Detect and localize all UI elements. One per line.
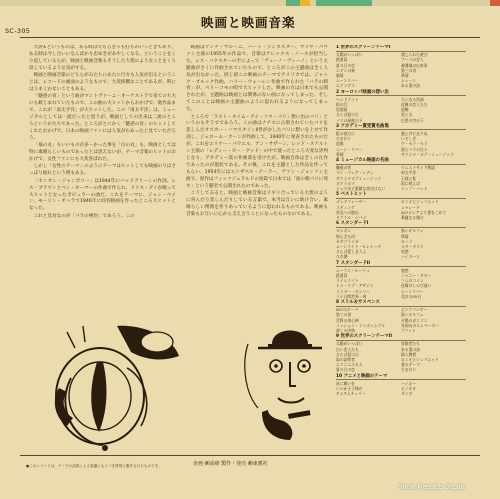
track-section xyxy=(336,374,466,397)
track-title: 帰らざる河 xyxy=(336,233,355,239)
color-band-green xyxy=(286,0,300,6)
track-title: ブーベの恋人 xyxy=(401,57,424,63)
track-title: 雨の訪問者 xyxy=(336,357,355,363)
track-title: 巴里の空の下 xyxy=(401,117,424,123)
track-title: ケ・セラ・セラ xyxy=(401,141,428,147)
track-title: 第三の男 xyxy=(336,312,352,318)
track-title: 愛のテーマ xyxy=(401,362,420,368)
footnote: ●このレコードは、テープの品質による原盤にもとづき特別に製作されたものです。 xyxy=(26,464,162,468)
track-section-heading: 9 世界のスクリーンテーマII xyxy=(336,334,466,341)
paragraph: 映画と映画音楽のどちらがみたちにあたに行方も人気が出るということは、レコードの画面のようなもので、大変結構なことであるが、時にはうまくかないこともある。 xyxy=(29,73,176,92)
track-title: 栄光への脱出 xyxy=(336,209,359,215)
track-title: 夕陽のガンマン xyxy=(401,317,428,323)
track-title: スティング xyxy=(336,204,355,210)
track-title: 鉄道員 xyxy=(336,273,348,279)
track-title: 慕情 xyxy=(401,73,409,78)
track-title: ミスター・ロンリー xyxy=(336,288,371,294)
track-row xyxy=(336,391,466,396)
paragraph: しかし「女性のテーマ」のようにテーマはヒットしても映画のりはさっぱり振れという例もある。 xyxy=(29,164,176,177)
track-title: 酒とバラの日々 xyxy=(401,146,428,152)
track-title: 三つのコイン xyxy=(401,278,424,284)
track-title: 哀愁 xyxy=(401,249,409,255)
track-title: ダンボ xyxy=(401,391,413,397)
track-title: 避暑地の出来事 xyxy=(401,62,428,68)
track-title: ジャニー・ギター xyxy=(401,273,432,279)
track-title: ムーンリバー xyxy=(336,78,359,84)
track-title: スターダスト xyxy=(401,244,424,250)
paragraph: 「魅惑の宵」という曲がマントヴァーニ・オーケストラで来てのち大にも歓じまれていたもので、この曲の大ヒットからおかげで、他作品まで、これが「南太平洋」が大ヒットした。この「南太平洋」は、ミュージカルとしては一流だったと思うが、映画としての出来は二流のところというかたちであった。ところがとにかく「魅惑の宵」のヒットしてくれたおかげで、日本の映画ファンには人気がわあったと見ていただろう。 xyxy=(29,94,176,141)
track-title: 夏の日の恋 xyxy=(336,62,355,68)
track-title: ショウほど素敵な商売はない xyxy=(336,186,386,192)
track-title: 007ロシアより愛をこめて xyxy=(401,209,447,215)
track-title: 夏の日の恋 xyxy=(336,367,355,373)
french-horn-illustration xyxy=(45,318,180,458)
track-section-heading: 10 アニメと映画のテーマ xyxy=(336,374,466,381)
track-row xyxy=(336,367,466,372)
track-section xyxy=(336,192,466,220)
track-title: ムーン・リバー xyxy=(336,146,363,152)
track-row xyxy=(336,186,466,191)
track-title: 南太平洋 xyxy=(401,170,417,176)
track-title: さらば夏の日 xyxy=(336,112,359,118)
track-section xyxy=(336,45,466,89)
watermark: Snow Records Japan xyxy=(398,484,465,491)
track-title: 死刑台のエレベーター xyxy=(401,322,439,328)
track-title: 北京の55日 xyxy=(401,293,422,299)
track-title: チムチムチェリー xyxy=(336,391,366,397)
track-title: サウンドオブミュージック xyxy=(336,175,382,181)
production-credits: 企画 ㈱高研 製作・発売 ㈱東蓄社 xyxy=(193,461,268,467)
track-title: ヘッドライト xyxy=(336,96,359,102)
track-title: 虹の彼方に xyxy=(336,131,355,136)
track-title: 太陽がいっぱい xyxy=(336,52,363,58)
track-title: いつか王子様が xyxy=(336,386,363,392)
paragraph: 大袈±というものは、ある時は大もらきゃも打ものいっときてあり、ある時は今し合いになんばかり忠ゆきがあやしくなる、ということをくり返しているらが、映画と映画音楽もそうした大袈のようなことをくり返しているような気がする。 xyxy=(29,45,176,71)
track-title: 太陽がいっぱい xyxy=(336,341,363,347)
track-title: 黒いオルフェ xyxy=(401,228,424,234)
track-title: 第三の男 xyxy=(401,67,417,73)
track-title: ライムライト xyxy=(336,278,359,284)
track-title: 鉄道員 xyxy=(336,57,348,63)
track-listing xyxy=(336,45,466,465)
track-title: ハイホー xyxy=(401,380,417,386)
track-section xyxy=(336,221,466,259)
paragraph: 「セシオン・ジャンボリー」は1944年にバッドグリーンの作詞、レス・ブラウンとベン・ホーマーの作曲で作られ、ドリス・デイが歌って大ヒットとなったポピュラーの曲だ。これをテーマに、ジョン・ペイン、モーリン・オハラで1946年に同名映画を作ったところ大ヒットとなった。 xyxy=(29,178,176,212)
track-row xyxy=(336,254,466,259)
track-title: ある愛の詩 xyxy=(401,83,420,89)
track-title: トゥ・ラブ・アゲイン xyxy=(336,283,374,289)
track-title: ミッション・インポッシブル xyxy=(336,322,386,328)
track-title: 星に願いを xyxy=(336,380,355,386)
track-title: ゴッドファーザー xyxy=(336,199,367,205)
track-title: エマニエル夫人 xyxy=(336,362,363,368)
track-title: ピンクパンサー xyxy=(401,307,428,313)
track-section xyxy=(336,124,466,157)
header-rule xyxy=(20,37,480,38)
track-title: 街の灯 xyxy=(336,102,348,107)
track-title: 旅愁 xyxy=(401,267,409,273)
track-title: 魅惑の宵 xyxy=(336,165,352,171)
track-title: マイ・フェア・レディ xyxy=(336,170,374,176)
track-title: 追憶 xyxy=(336,141,344,147)
track-title: 禁じられた遊び xyxy=(401,52,428,58)
track-title: エクソダス xyxy=(336,83,355,89)
track-title: 夜霧の恋人たち xyxy=(401,102,428,107)
color-band-amber xyxy=(300,0,310,6)
page-title: 映画と映画音楽 xyxy=(201,15,296,30)
track-section-heading: 3 アカデミー賞受賞名曲集 xyxy=(336,124,466,131)
track-section-heading: 6 スタンダードI xyxy=(336,221,466,228)
track-title: 雨に唄えば xyxy=(401,180,420,186)
track-title: 007のテーマ xyxy=(336,307,359,313)
track-title: ピノキオ xyxy=(401,386,416,392)
track-title: ローラ xyxy=(401,238,413,244)
track-title: ひき潮 xyxy=(336,254,348,260)
paragraph: ところで「ラスト・タイム・アイ・ソウ・パリ」想い出のパリ」というのもそうでであろう。この曲はナチスに占領されていたパリを悲しんだオスカー・ハマスタインⅡ世がかしたパリに想いを上せて作詞し、ジェローム・カーンが作曲して、1940年に発表されたものだが、これをエリナー・パウエル、アン・サザーン、レッド・スケルトン主演の「レディー・ビー・グッド」の中で使ったところ大変な評判となり、アカデミー賞の作曲賞を受けたが、映画自体は全くの凡作であったのが現状である。その後、これを主題とした作品を作ってもらい、1954年にはエリザベス・テーラー、ヴァン・ジョンソン主演で、原作はフィッツジェラルドの短篇で日本では「雨の朝パリに死す」という題名で公開されたのであった。 xyxy=(186,114,328,189)
track-title: シェーン xyxy=(401,78,417,84)
track-title: トップ・ハット xyxy=(401,186,428,192)
track-section xyxy=(336,334,466,372)
color-band-green-2 xyxy=(316,0,372,6)
track-title: セシボン xyxy=(336,228,352,234)
track-title: ムーンリバー xyxy=(401,288,424,294)
track-title: 殺しの序曲 xyxy=(336,328,355,334)
track-title: 荒野の用心棒 xyxy=(336,317,359,323)
track-title: 冒険者たち xyxy=(401,341,420,347)
track-title: ウエストサイド物語 xyxy=(401,165,435,171)
track-title: ハイヌーン xyxy=(401,254,420,260)
track-row xyxy=(336,152,466,157)
track-row xyxy=(336,83,466,88)
paragraph: これと反対なのが「パラの剣豹」であろう。この xyxy=(33,213,135,219)
track-title: サウンド・オブ・ミュージック xyxy=(401,151,454,157)
track-title: ムーンライト・セレナーデ xyxy=(336,244,382,250)
color-band-red xyxy=(490,0,500,6)
paragraph: 「慕の丸」もいいものが多ーかった事を「白の丸」も、映画としては特に素晴らしいものであったとは思えないが、テーマ音楽のヒットのおかげで、女性ファンにも大変喜ばれた。 xyxy=(29,143,176,162)
track-title: 居酒屋 xyxy=(336,107,348,113)
track-row xyxy=(336,328,466,333)
track-title: 大いなる西部 xyxy=(401,96,424,102)
track-row xyxy=(336,294,466,299)
track-section xyxy=(336,300,466,333)
track-title: 王様と私 xyxy=(401,175,417,181)
liner-notes-column-1 xyxy=(29,45,176,295)
track-title: ムーラン・ルージュ xyxy=(336,267,370,273)
track-section xyxy=(336,158,466,191)
catalog-number: SC-305 xyxy=(5,27,31,35)
track-title: 白い恋人たち xyxy=(336,346,359,352)
track-title: さらば夏の日 xyxy=(336,351,359,357)
track-title: シャレード xyxy=(401,204,420,210)
track-section xyxy=(336,261,466,299)
track-title: ある愛の詩 xyxy=(401,346,420,352)
track-title: パリの屋根の下 xyxy=(336,117,363,123)
track-title: 慕情 xyxy=(336,151,344,157)
track-title: 黒いオルフェ xyxy=(401,312,424,318)
track-section-heading: 7 スタンダードII xyxy=(336,261,466,268)
track-title: カサブランカ xyxy=(336,238,359,244)
track-title: 風と共に去りぬ xyxy=(401,131,428,136)
track-section-heading: 2 ヨーロッパ映画の想い出 xyxy=(336,90,466,97)
track-row xyxy=(336,215,466,220)
footer-rule xyxy=(20,455,480,456)
track-section-heading: 5 ベストヒット xyxy=(336,192,466,199)
track-title: ロミオとジュリエット xyxy=(401,199,439,205)
track-title: オクラホマ xyxy=(336,180,355,186)
track-title: ひまわり xyxy=(401,367,417,373)
track-section xyxy=(336,90,466,123)
track-row xyxy=(336,118,466,123)
track-title: エデンの東 xyxy=(336,67,355,73)
track-title: 望郷 xyxy=(401,107,409,113)
color-band xyxy=(0,0,500,6)
track-title: 夜霧のしのび逢い xyxy=(401,283,432,289)
track-section-heading: 4 ミュージカル映画の名曲 xyxy=(336,158,466,165)
paragraph: こうしてみると、映画と映画音楽はイギリ合っている大袈のように喜んだり悲しんだりしている言葉で、本当は互いに助け合い、素晴らしい関係を作りあっているように思われるものである。映画も音楽もお互いに心から支え合うことになったものなのである。 xyxy=(186,191,328,217)
track-title: さらば愛しき人よ xyxy=(336,249,367,255)
track-title: ひまわり xyxy=(336,136,352,142)
bowler-hat-man-illustration xyxy=(232,322,347,447)
track-title: 慕情 xyxy=(401,233,409,239)
track-title: 個人教授 xyxy=(401,351,417,357)
track-title: 旅情 xyxy=(336,73,344,78)
track-title: 八十日間世界一周 xyxy=(336,293,367,299)
paragraph: 映画はアンナ・マルーニ、バート・ランカスター、マリサ・パヴァン主演の1955年の作品で、音楽はアレックス・ノースが担当した。レス・バクスターの手によって「ヴューノ・ヴィーノ」という主題曲がさくに作曲されていたもので、ところがこの主題曲は全く人気が出なかった。同じ頃この映画のテーマでアメリカでは、ジャック・ブルック作曲、ハリー・ウォーレン作曲で作られた「バラの刺青」が、ペリーコモの唄で大ヒットした。映画の方は日本でも公開されたが、主題曲は映画とは関係のない曲になってしまった。そしてこのことは映画の主題曲のように思われるようになってしまった。 xyxy=(186,45,328,113)
track-section-heading: 8 スリル＆サスペンス xyxy=(336,300,466,307)
track-title: ロミオとジュリエット xyxy=(401,357,439,363)
track-title: 男と女 xyxy=(401,112,413,118)
track-title: いそしぎ xyxy=(401,136,417,142)
track-title: 華麗なる賭け xyxy=(401,215,424,221)
track-title: ドクトル・ジバゴ xyxy=(336,215,367,221)
track-section-heading: 1 世界のスクリーンテーマI xyxy=(336,45,466,52)
track-title: ブリット xyxy=(401,328,416,334)
